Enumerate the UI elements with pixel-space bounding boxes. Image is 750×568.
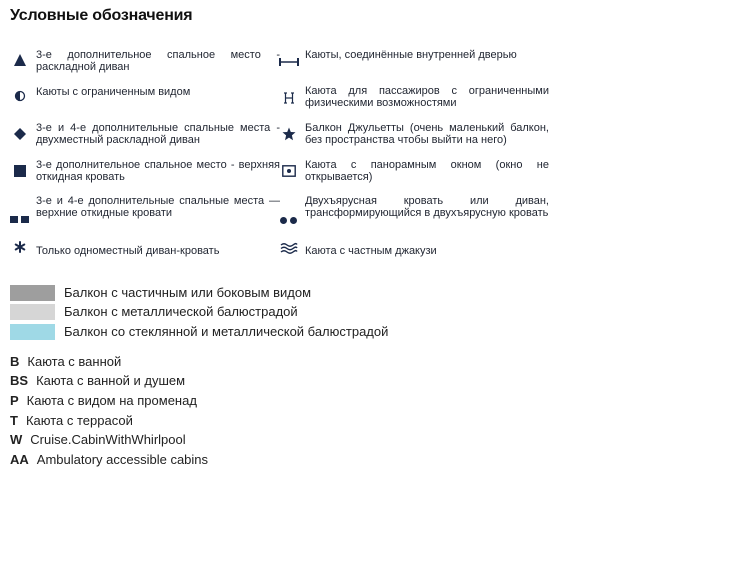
code-label: Cruise.CabinWithWhirlpool <box>30 432 186 447</box>
legend-text: 3-е и 4-е дополнительные спальные места — верхние откидные кровати <box>36 195 280 219</box>
legend-text: 3-е и 4-е дополнительные спальные места - двухместный раскладной диван <box>36 122 280 146</box>
code-key: BS <box>10 373 29 388</box>
swatch-label: Балкон с металлической балюстрадой <box>64 304 298 319</box>
legend-text: Двухъярусная кровать или диван, трансформирующийся в двухъярусную кровать <box>305 195 549 219</box>
swatch-color <box>10 285 55 301</box>
two-dots-icon <box>279 213 299 227</box>
code-key: P <box>10 393 19 408</box>
panoramic-window-icon <box>279 164 299 178</box>
legend-item-connecting <box>279 49 554 69</box>
legend-text: Только одноместный диван-кровать <box>36 245 220 257</box>
swatch-label: Балкон со стеклянной и металлической балюстрадой <box>64 324 389 339</box>
code-key: T <box>10 413 18 428</box>
legend-item-double-sofa-bed <box>10 122 280 150</box>
swatch-row-glass-railing <box>10 324 430 340</box>
legend-text: Каюта с панорамным окном (окно не открывается) <box>305 159 549 183</box>
legend-item-bunk-bed <box>279 195 554 235</box>
code-label: Каюта с террасой <box>25 413 133 428</box>
legend-text: Каюты, соединённые внутренней дверью <box>305 49 517 61</box>
swatch-row-partial-view <box>10 285 430 301</box>
code-key: W <box>10 432 23 447</box>
legend-item-single-sofa <box>10 240 280 260</box>
code-row <box>10 432 410 448</box>
code-label: Каюта с видом на променад <box>26 393 197 408</box>
legend-item-jacuzzi <box>279 240 554 260</box>
legend-item-two-pullman-beds <box>10 195 280 223</box>
swatch-color <box>10 324 55 340</box>
legend-item-pullman-bed <box>10 159 280 187</box>
legend-text: Каюта для пассажиров с ограниченными физическими возможностями <box>305 85 549 109</box>
diamond-icon <box>10 127 30 141</box>
legend-item-sofa-bed <box>10 49 280 77</box>
page-title: Условные обозначения <box>10 7 193 24</box>
legend-text: Каюты с ограниченным видом <box>36 86 191 98</box>
code-key: AA <box>10 452 29 467</box>
limited-view-icon <box>10 89 30 103</box>
jacuzzi-waves-icon <box>279 241 299 255</box>
code-label: Ambulatory accessible cabins <box>36 452 209 467</box>
legend-text: 3-е дополнительное спальное место - верхняя откидная кровать <box>36 159 280 183</box>
swatch-row-metal-railing <box>10 304 430 320</box>
code-row <box>10 373 410 389</box>
two-squares-icon <box>10 212 30 226</box>
code-label: Каюта с ванной и душем <box>36 373 186 388</box>
triangle-icon <box>10 53 30 67</box>
square-icon <box>10 164 30 178</box>
swatch-label: Балкон с частичным или боковым видом <box>64 285 312 300</box>
legend-text: Каюта с частным джакузи <box>305 245 437 257</box>
code-row <box>10 413 410 429</box>
accessible-h-icon <box>279 91 299 105</box>
code-label: Каюта с ванной <box>27 354 122 369</box>
asterisk-icon <box>10 240 30 254</box>
legend-text: Балкон Джульетты (очень маленький балкон, без пространства чтобы выйти на него) <box>305 122 549 146</box>
legend-item-panoramic <box>279 159 554 187</box>
code-row <box>10 393 410 409</box>
legend-item-limited-view <box>10 86 280 106</box>
code-key: B <box>10 354 20 369</box>
connecting-door-icon <box>279 55 299 69</box>
code-row <box>10 452 410 468</box>
star-icon <box>279 127 299 141</box>
legend-text: 3-е дополнительное спальное место - раскладной диван <box>36 49 280 73</box>
legend-item-accessible <box>279 85 554 113</box>
swatch-color <box>10 304 55 320</box>
code-row <box>10 354 410 370</box>
legend-item-juliet-balcony <box>279 122 554 150</box>
